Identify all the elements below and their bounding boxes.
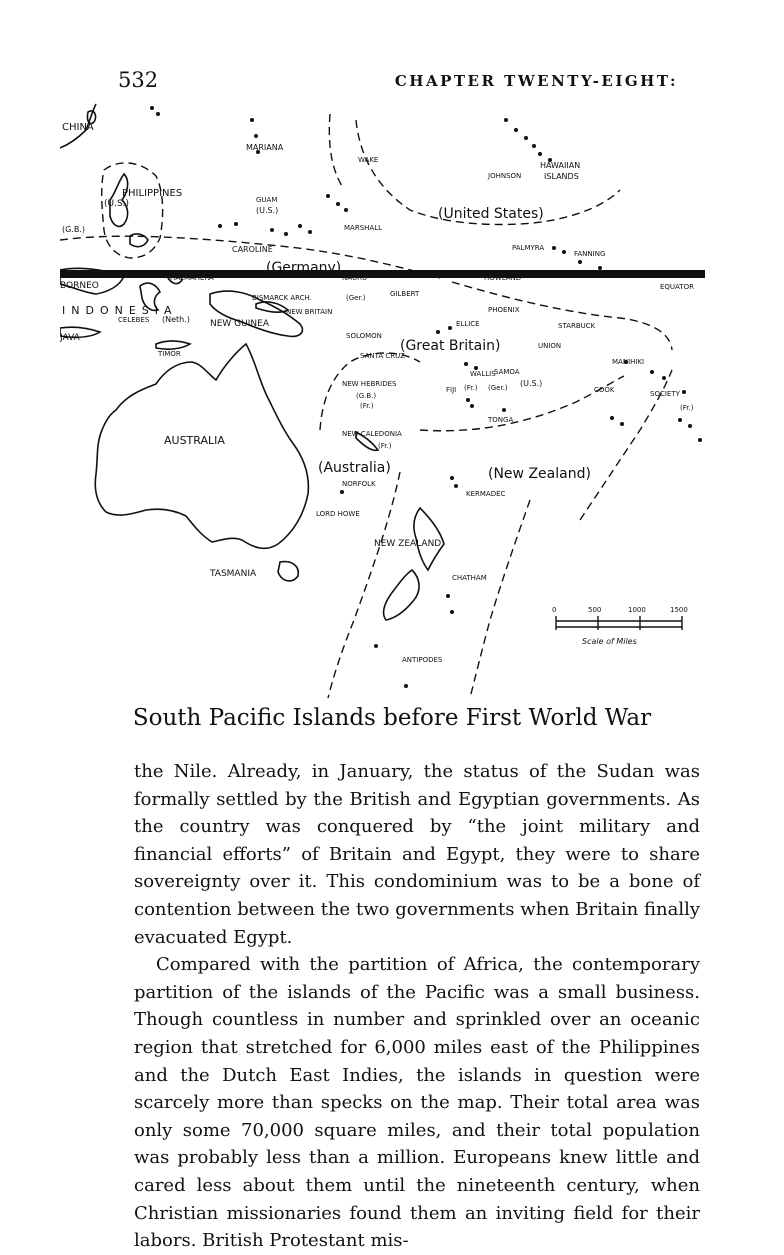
label-marshall: MARSHALL bbox=[344, 224, 382, 232]
label-hawaiian: HAWAIIAN bbox=[540, 161, 581, 170]
label-new-hebrides: NEW HEBRIDES bbox=[342, 380, 397, 388]
label-united-states: (United States) bbox=[438, 206, 544, 222]
label-new-britain: NEW BRITAIN bbox=[286, 308, 333, 316]
label-borneo: BORNEO bbox=[60, 281, 99, 291]
label-palmyra: PALMYRA bbox=[512, 244, 545, 252]
label-philippines: PHILIPPINES bbox=[122, 188, 183, 199]
figure-caption: South Pacific Islands before First World War bbox=[132, 705, 652, 731]
label-nauru: NAURU bbox=[342, 274, 368, 282]
label-timor: TIMOR bbox=[158, 350, 181, 358]
great-circle-west bbox=[328, 472, 400, 698]
label-union: UNION bbox=[538, 342, 562, 350]
label-fr-caledonia: (Fr.) bbox=[378, 442, 392, 450]
label-new-zealand: NEW ZEALAND bbox=[374, 539, 442, 549]
paragraph: the Nile. Already, in January, the status of the Sudan was formally settled by the British and Egyptian governments. As the country was conquered by “the joint military and financial efforts” of Britain and Egypt, they were to share sovereignty over it. This condominium was to be a bone of contention between the two governments when Britain finally evacuated Egypt. bbox=[134, 761, 700, 948]
label-fr-wallis: (Fr.) bbox=[464, 384, 478, 392]
label-fr-society: (Fr.) bbox=[680, 404, 694, 412]
label-cook: COOK bbox=[594, 386, 615, 394]
philippines-boundary bbox=[102, 163, 163, 258]
body-text bbox=[134, 758, 700, 1255]
label-equator: EQUATOR bbox=[660, 283, 694, 291]
label-new-zealand-sphere: (New Zealand) bbox=[488, 466, 591, 482]
label-fanning: FANNING bbox=[574, 250, 606, 258]
label-johnson: JOHNSON bbox=[488, 172, 522, 180]
scale-tick-0: 0 bbox=[552, 606, 557, 614]
label-ellice: ELLICE bbox=[456, 320, 480, 328]
label-ger-samoa: (Ger.) bbox=[488, 384, 508, 392]
scale-tick-1000: 1000 bbox=[628, 606, 646, 614]
label-celebes: CELEBES bbox=[118, 316, 150, 324]
label-samoa: SAMOA bbox=[494, 368, 520, 376]
label-howland: HOWLAND bbox=[484, 274, 522, 282]
scale-bar bbox=[552, 606, 688, 646]
label-mariana: MARIANA bbox=[246, 143, 284, 152]
label-new-guinea: NEW GUINEA bbox=[210, 319, 269, 329]
label-australia-sphere: (Australia) bbox=[318, 460, 391, 476]
label-australia: AUSTRALIA bbox=[164, 434, 225, 447]
label-new-caledonia: NEW CALEDONIA bbox=[342, 430, 402, 438]
label-china: CHINA bbox=[62, 122, 94, 133]
label-caroline: CAROLINE bbox=[232, 245, 273, 254]
label-society: SOCIETY bbox=[650, 390, 680, 398]
new-zealand-south bbox=[384, 570, 420, 620]
label-antipodes: ANTIPODES bbox=[402, 656, 443, 664]
label-santa-cruz: SANTA CRUZ bbox=[360, 352, 405, 360]
label-manihiki: MANIHIKI bbox=[612, 358, 645, 366]
label-gb: (G.B.) bbox=[62, 225, 86, 234]
page-number: 532 bbox=[118, 68, 159, 92]
label-great-britain: (Great Britain) bbox=[400, 338, 501, 354]
label-indonesia: INDONESIA bbox=[62, 304, 178, 317]
label-ger-small: (Ger.) bbox=[346, 294, 366, 302]
label-wallis: WALLIS bbox=[470, 370, 496, 378]
label-java: JAVA bbox=[60, 333, 80, 343]
label-gb-hebrides: (G.B.) bbox=[356, 392, 377, 400]
timor-land bbox=[156, 341, 190, 349]
label-starbuck: STARBUCK bbox=[558, 322, 596, 330]
scale-tick-500: 500 bbox=[588, 606, 602, 614]
label-us-guam: (U.S.) bbox=[256, 206, 279, 215]
paragraph: Compared with the partition of Africa, the contemporary partition of the islands of the Pacific was a small business. Though countless in number and sprinkled over an oceanic region that stretched for 6,000 miles east of the Philippines and the Dutch East Indies, the islands in question were scarcely more than specks on the map. Their total area was only some 70,000 square miles, and their total population was probably less than a million. Europeans knew little and cared less about them until the nineteenth century, when Christian missionaries found them an inviting field for their labors. British Protestant mis- bbox=[134, 954, 700, 1252]
label-gilbert: GILBERT bbox=[390, 290, 420, 298]
label-wake: WAKE bbox=[358, 156, 379, 164]
label-neth: (Neth.) bbox=[162, 315, 190, 324]
label-halmahera: HALMAHERA bbox=[170, 274, 214, 282]
new-britain-land bbox=[256, 302, 288, 312]
map-labels bbox=[60, 122, 694, 664]
page-header bbox=[0, 0, 784, 100]
label-solomon: SOLOMON bbox=[346, 332, 382, 340]
island-dots bbox=[150, 106, 702, 688]
label-chatham: CHATHAM bbox=[452, 574, 487, 582]
label-tonga: TONGA bbox=[488, 416, 514, 424]
label-us-phil: (U.S.) bbox=[104, 199, 130, 209]
label-islands: ISLANDS bbox=[544, 172, 579, 181]
marshall-line bbox=[329, 114, 342, 186]
label-lord-howe: LORD HOWE bbox=[316, 510, 360, 518]
label-bismarck: BISMARCK ARCH. bbox=[252, 294, 312, 302]
label-fr-hebrides: (Fr.) bbox=[360, 402, 374, 410]
label-fiji: FIJI bbox=[446, 386, 457, 394]
label-us-samoa: (U.S.) bbox=[520, 379, 543, 388]
pacific-islands-map bbox=[60, 100, 730, 700]
tasmania-land bbox=[278, 562, 298, 581]
great-circle-east bbox=[470, 500, 530, 698]
label-guam: GUAM bbox=[256, 196, 278, 204]
label-tasmania: TASMANIA bbox=[210, 569, 257, 579]
scale-tick-1500: 1500 bbox=[670, 606, 688, 614]
label-germany: (Germany) bbox=[266, 260, 342, 276]
label-christmas: CHRISTMAS bbox=[588, 272, 630, 280]
label-norfolk: NORFOLK bbox=[342, 480, 376, 488]
running-head: CHAPTER TWENTY-EIGHT: bbox=[394, 72, 678, 90]
scale-label: Scale of Miles bbox=[582, 637, 637, 646]
label-kermadec: KERMADEC bbox=[466, 490, 506, 498]
label-phoenix: PHOENIX bbox=[488, 306, 520, 314]
